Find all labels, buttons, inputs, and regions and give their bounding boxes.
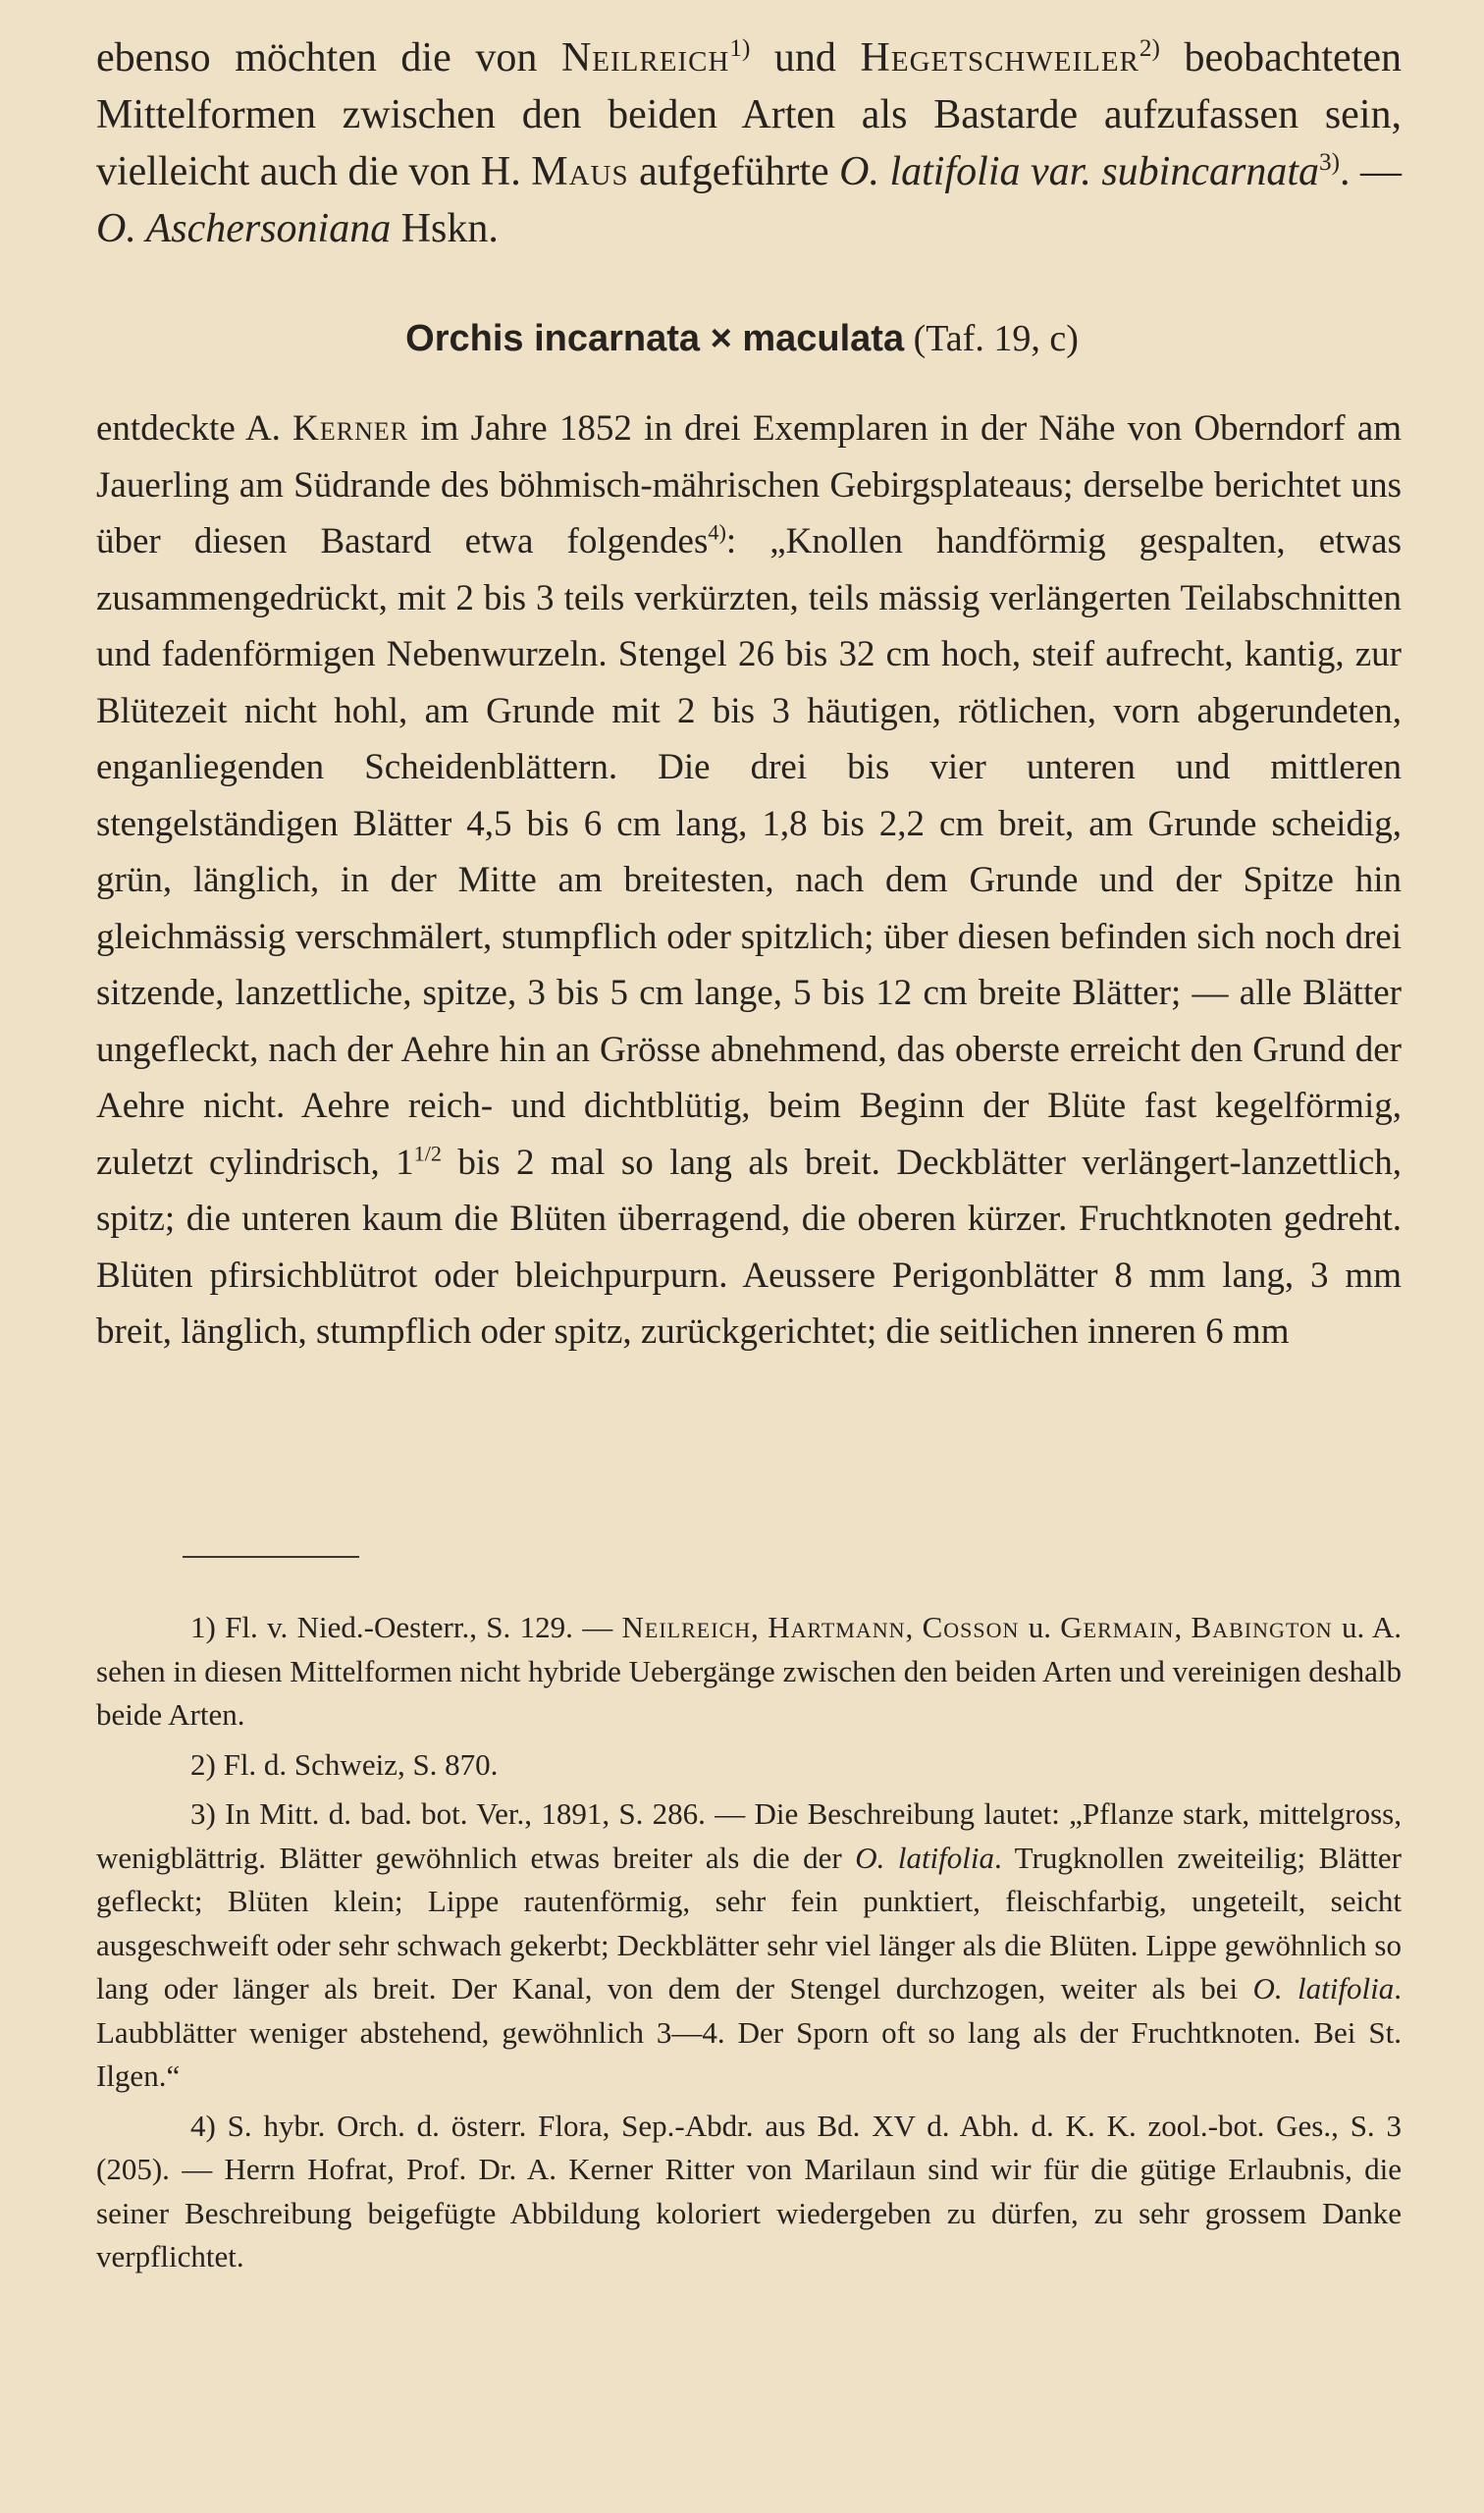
text-span: . Trugknollen zweiteilig; Blätter gefleckt; Blüten klein; Lippe rautenförmig, sehr fein punktiert, fleischfarbig, ungeteilt, seicht ausgeschweift oder sehr schwach gekerbt; Deckblätter sehr viel länger als die Blüten. Lippe gewöhnlich so lang oder länger als breit. Der Kanal, von dem der Stengel durchzogen, weiter als bei [96, 1840, 1402, 2005]
author-name: Cosson [922, 1610, 1020, 1644]
taxon-name: O. latifolia [855, 1840, 995, 1875]
author-name: Germain [1060, 1610, 1175, 1644]
taxon-name: O. Aschersoniana [96, 206, 392, 251]
author-name: Kerner [292, 408, 409, 449]
intro-text [96, 29, 1402, 257]
text-span: . — [1339, 149, 1402, 194]
text-span: u. [1019, 1610, 1061, 1644]
author-name: Neilreich [560, 35, 730, 80]
footnote-2: 2) Fl. d. Schweiz, S. 870. [190, 1746, 499, 1782]
text-span: . Laubblätter weniger abstehend, gewöhnlich 3—4. Der Sporn oft so lang als der Fruchtknoten. Bei St. Ilgen.“ [96, 1971, 1402, 2093]
author-name: Neilreich [621, 1610, 752, 1644]
author-name: Hegetschweiler [860, 35, 1140, 80]
footnotes [96, 1606, 1402, 2285]
fraction: 1/2 [413, 1141, 442, 1166]
footnote-1 [96, 1606, 1402, 1738]
text-span: Hskn. [391, 206, 499, 251]
footnote-ref: 3) [1319, 149, 1340, 176]
text-span: , [905, 1610, 923, 1644]
footnote-divider [183, 1556, 359, 1558]
text-span: aufgeführte [628, 149, 840, 194]
footnote-ref: 1) [729, 35, 751, 62]
footnote-ref: 2) [1139, 35, 1160, 62]
taxon-name: O. latifolia var. subincarnata [839, 149, 1319, 194]
intro-paragraph [96, 29, 1402, 257]
author-name: Hartmann [768, 1610, 906, 1644]
text-span: im Jahre 1852 in drei Exemplaren in der Nähe von Oberndorf am Jauerling am Südrande des böhmisch-mährischen Gebirgsplateaus; derselbe berichtet uns über diesen Bastard etwa folgendes [96, 408, 1402, 561]
taxon-name: O. latifolia [1252, 1971, 1395, 2005]
text-span: beobachteten Mittelformen zwischen den beiden Arten als Bastarde aufzufassen sein, vielleicht auch die von H. [96, 35, 1403, 194]
text-span: ebenso möchten die von [96, 35, 561, 80]
footnote-4: 4) S. hybr. Orch. d. österr. Flora, Sep.-Abdr. aus Bd. XV d. Abh. d. K. K. zool.-bot. Ges., S. 3 (205). — Herrn Hofrat, Prof. Dr. A. Kerner Ritter von Marilaun sind wir für die gütige Erlaubnis, die seiner Beschreibung beigefügte Abbildung koloriert wiedergeben zu dürfen, zu sehr grossem Danke verpflichtet. [96, 2108, 1402, 2273]
text-span: , [751, 1610, 768, 1644]
heading-title: Orchis incarnata × maculata [405, 318, 905, 359]
text-span: bis 2 mal so lang als breit. Deckblätter verlängert-lanzettlich, spitz; die unteren kaum die Blüten überragend, die oberen kürzer. Fruchtknoten gedreht. Blüten pfirsichblütrot oder bleichpurpurn. Aeussere Perigonblätter 8 mm lang, 3 mm breit, länglich, stumpflich oder spitz, zurückgerichtet; die seitlichen inneren 6 mm [96, 1142, 1402, 1352]
text-span: 3) In Mitt. d. bad. bot. Ver., 1891, S. 286. — Die Beschreibung lautet: „Pflanze stark, mittelgross, wenigblättrig. Blätter gewöhnlich etwas breiter als die der [96, 1796, 1402, 1875]
heading-plate-ref: (Taf. 19, c) [904, 318, 1079, 359]
text-span: : „Knollen handförmig gespalten, etwas zusammengedrückt, mit 2 bis 3 teils verkürzten, teils mässig verlängerten Teilabschnitten und fadenförmigen Nebenwurzeln. Stengel 26 bis 32 cm hoch, steif aufrecht, kantig, zur Blütezeit nicht hohl, am Grunde mit 2 bis 3 häutigen, rötlichen, vorn abgerundeten, enganliegenden Scheidenblättern. Die drei bis vier unteren und mittleren stengelständigen Blätter 4,5 bis 6 cm lang, 1,8 bis 2,2 cm breit, am Grunde scheidig, grün, länglich, in der Mitte am breitesten, nach dem Grunde und der Spitze hin gleichmässig verschmälert, stumpflich oder spitzlich; über diesen befinden sich noch drei sitzende, lanzettliche, spitze, 3 bis 5 cm lange, 5 bis 12 cm breite Blätter; — alle Blätter ungefleckt, nach der Aehre hin an Grösse abnehmend, das oberste erreicht den Grund der Aehre nicht. Aehre reich- und dichtblütig, beim Beginn der Blüte fast kegelförmig, zuletzt cylindrisch, 1 [96, 521, 1402, 1183]
text-span: 1) Fl. v. Nied.-Oesterr., S. 129. — [190, 1610, 622, 1644]
footnote-ref: 4) [708, 519, 726, 545]
body-paragraph [96, 401, 1402, 1361]
section-heading [0, 314, 1484, 363]
text-span: , [1174, 1610, 1192, 1644]
author-name: Babington [1191, 1610, 1333, 1644]
text-span: und [750, 35, 861, 80]
author-name: Maus [531, 149, 629, 194]
footnote-3 [96, 1792, 1402, 2099]
text-span: entdeckte A. [96, 408, 293, 449]
text-span: u. A. sehen in diesen Mittelformen nicht hybride Uebergänge zwischen den beiden Arten und vereinigen deshalb beide Arten. [96, 1610, 1403, 1732]
body-text [96, 401, 1402, 1361]
